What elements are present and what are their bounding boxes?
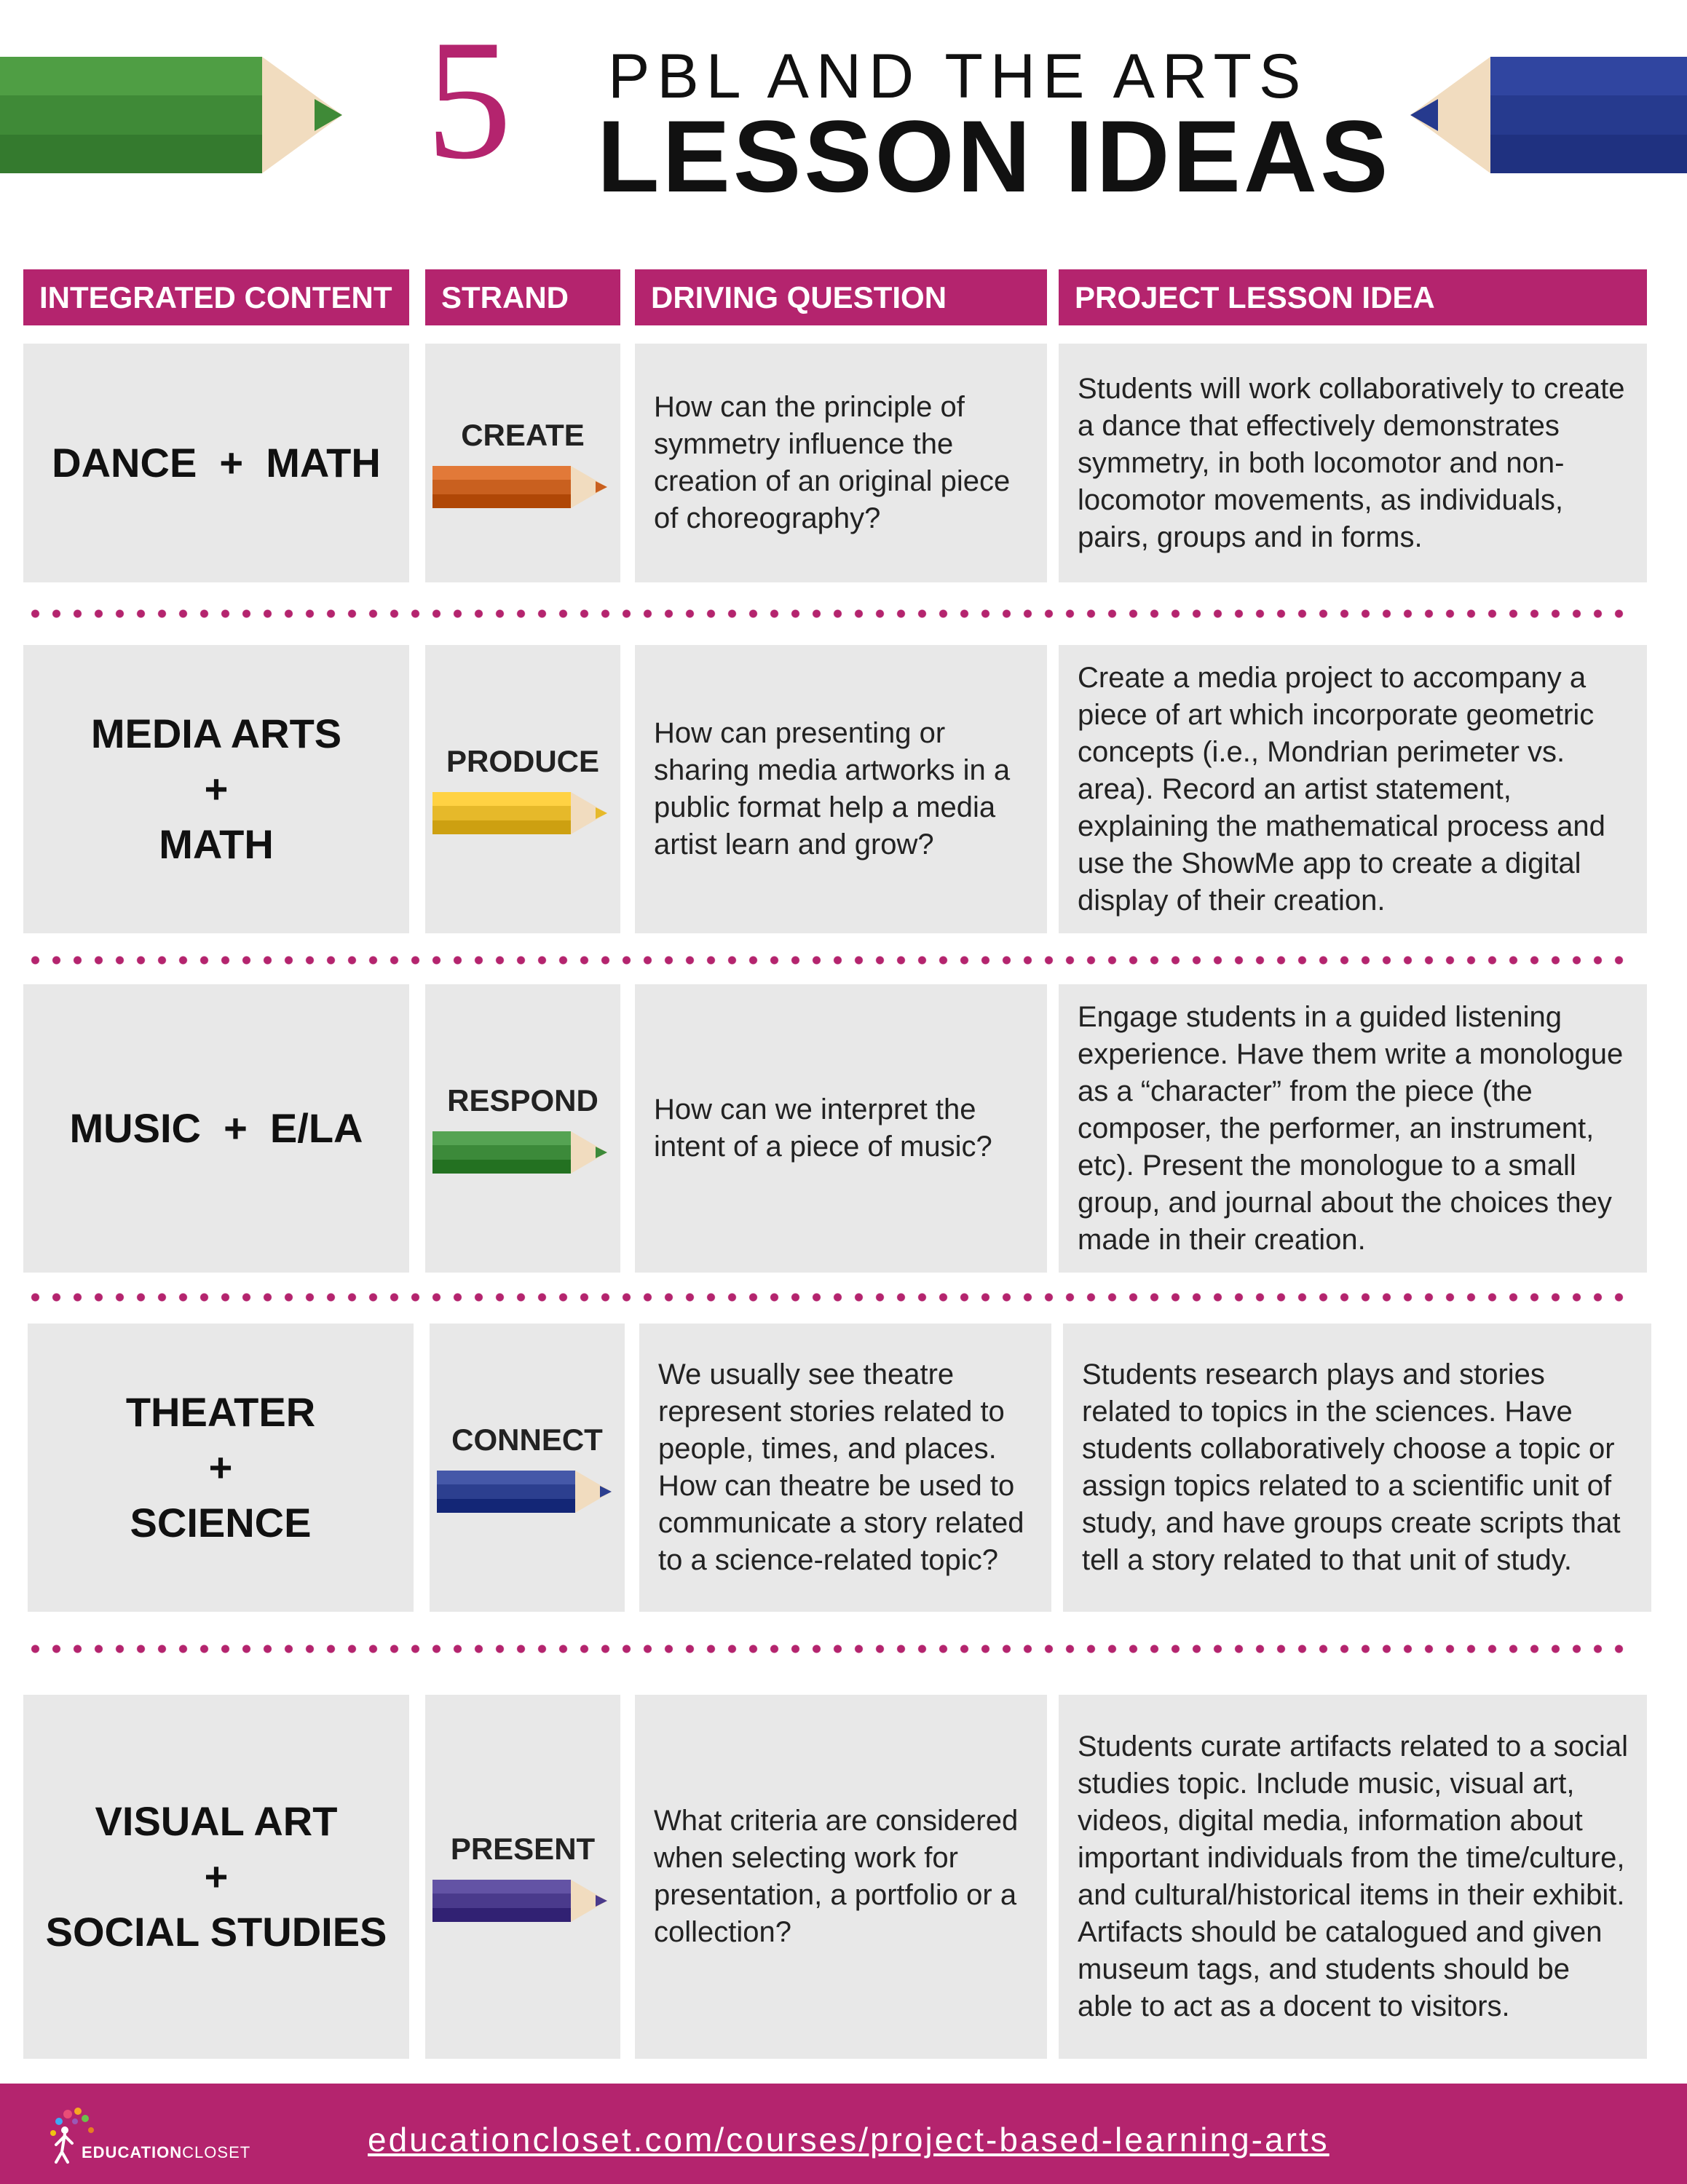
column-header-idea: PROJECT LESSON IDEA — [1059, 269, 1647, 325]
lesson-idea: Students research plays and stories related to topics in the sciences. Have students collaboratively choose a topic or assign topics related to a scientific unit of study, and have groups create scripts that tell a story related to that unit of study. — [1063, 1324, 1651, 1612]
green-pencil-icon — [0, 57, 357, 173]
pencil-icon — [432, 466, 613, 508]
pencil-icon — [432, 1880, 613, 1922]
content-text: DANCE + MATH — [52, 440, 381, 486]
content-cell — [23, 344, 409, 582]
lesson-idea: Students curate artifacts related to a social studies topic. Include music, visual art, videos, digital media, information about important individuals from the time/culture, and cultural/historical items in their exhibit. Artifacts should be catalogued and given museum tags, and students should be able to act as a docent to visitors. — [1059, 1695, 1647, 2059]
strand-cell — [425, 984, 620, 1273]
dotted-divider — [25, 1644, 1634, 1654]
content-text: VISUAL ART — [95, 1798, 338, 1844]
title-number: 5 — [426, 5, 512, 195]
strand-label: CREATE — [461, 418, 585, 452]
pencil-icon — [437, 1471, 617, 1513]
pencil-icon — [432, 792, 613, 834]
lesson-idea: Create a media project to accompany a piece of art which incorporate geometric concepts (i.e., Mondrian perimeter vs. area). Record an artist statement, explaining the mathematical process and use the ShowMe app to create a digital display of their creation. — [1059, 645, 1647, 933]
column-header-content: INTEGRATED CONTENT — [23, 269, 409, 325]
content-plus: + — [204, 766, 229, 812]
strand-label: PRODUCE — [446, 744, 600, 778]
content-cell — [23, 984, 409, 1273]
blue-pencil-icon — [1398, 57, 1687, 173]
page-title: LESSON IDEAS — [597, 99, 1391, 213]
content-plus: + — [208, 1444, 233, 1490]
content-text: MATH — [159, 821, 274, 867]
content-cell — [23, 1695, 409, 2059]
driving-question: How can we interpret the intent of a piece of music? — [635, 984, 1047, 1273]
logo-text — [82, 2143, 250, 2162]
content-cell — [28, 1324, 414, 1612]
column-header-strand: STRAND — [425, 269, 620, 325]
logo-text-bold: EDUCATION — [82, 2143, 183, 2161]
strand-label: RESPOND — [447, 1083, 598, 1117]
content-text: THEATER — [125, 1389, 316, 1435]
footer-url-link[interactable]: educationcloset.com/courses/project-based-learning-arts — [368, 2121, 1330, 2159]
driving-question: What criteria are considered when selecting work for presentation, a portfolio or a collection? — [635, 1695, 1047, 2059]
dotted-divider — [25, 609, 1634, 619]
driving-question: How can presenting or sharing media artworks in a public format help a media artist learn and grow? — [635, 645, 1047, 933]
dotted-divider — [25, 1292, 1634, 1302]
strand-cell — [425, 1695, 620, 2059]
dotted-divider — [25, 955, 1634, 965]
strand-label: PRESENT — [450, 1832, 596, 1866]
pencil-icon — [432, 1131, 613, 1174]
content-text: MEDIA ARTS — [90, 711, 342, 756]
content-text: SCIENCE — [130, 1500, 312, 1546]
strand-cell — [425, 645, 620, 933]
strand-label: CONNECT — [451, 1423, 603, 1457]
lesson-idea: Engage students in a guided listening experience. Have them write a monologue as a “character” from the piece (the composer, the performer, an instrument, etc). Present the monologue to a small group, and journal about the choices they made in their creation. — [1059, 984, 1647, 1273]
content-text: MUSIC + E/LA — [69, 1105, 363, 1151]
driving-question: How can the principle of symmetry influence the creation of an original piece of choreography? — [635, 344, 1047, 582]
lesson-idea: Students will work collaboratively to create a dance that effectively demonstrates symmetry, in both locomotor and non-locomotor movements, as individuals, pairs, groups and in forms. — [1059, 344, 1647, 582]
content-plus: + — [204, 1853, 229, 1899]
strand-cell — [425, 344, 620, 582]
column-header-question: DRIVING QUESTION — [635, 269, 1047, 325]
content-text: SOCIAL STUDIES — [45, 1909, 387, 1955]
title-subheading: PBL AND THE ARTS — [608, 41, 1308, 111]
content-cell — [23, 645, 409, 933]
logo-text-light: CLOSET — [182, 2143, 251, 2161]
strand-cell — [430, 1324, 625, 1612]
driving-question: We usually see theatre represent stories related to people, times, and places. How can theatre be used to communicate a story related to a science-related topic? — [639, 1324, 1051, 1612]
